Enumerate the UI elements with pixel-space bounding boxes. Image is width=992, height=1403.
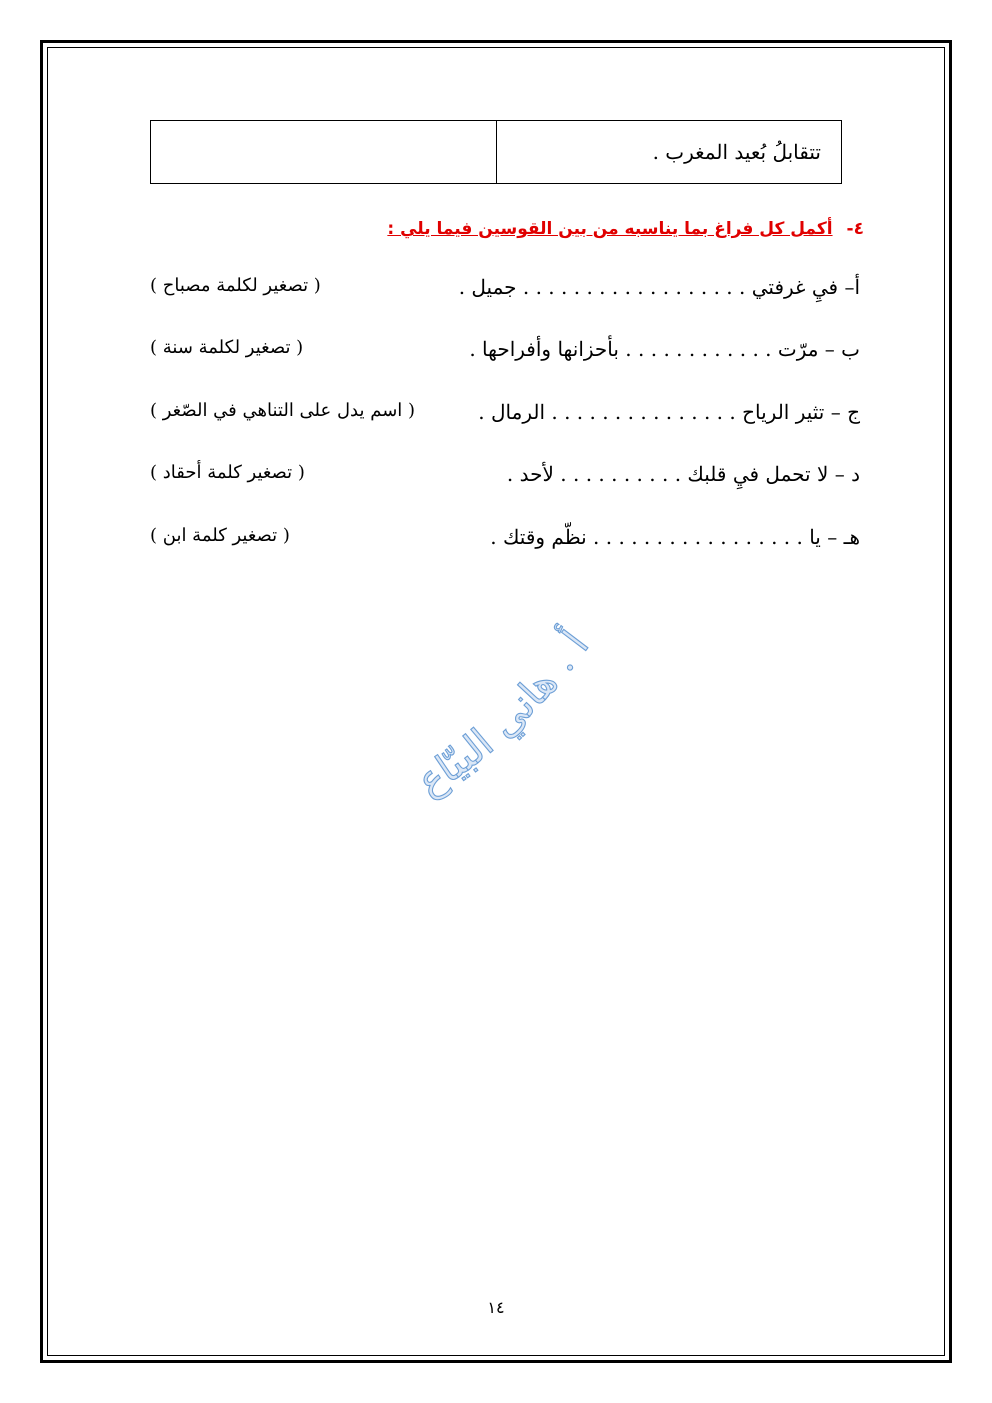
section-title: أكمل كل فراغ بما يناسبه من بين القوسين فيما يلي :: [387, 219, 833, 239]
question-sentence: أ– فيِ غرفتي . . . . . . . . . . . . . . . . . . جميل .: [458, 275, 860, 299]
question-row: [130, 525, 870, 565]
sentence-text: تتقابلُ بُعيد المغرب .: [652, 140, 821, 164]
question-row: [130, 462, 870, 502]
question-sentence: د – لا تحمل فيِ قلبك . . . . . . . . . . لأحد .: [506, 462, 860, 486]
question-hint: ( تصغير كلمة أحقاد ): [150, 462, 305, 483]
sentence-table: [150, 120, 842, 184]
section-number: ٤-: [846, 219, 864, 239]
watermark-text: أ . هاني البيّاع: [409, 623, 599, 805]
question-hint: ( تصغير لكلمة مصباح ): [150, 275, 321, 296]
question-row: [130, 337, 870, 377]
question-sentence: هـ – يا . . . . . . . . . . . . . . . . . نظّم وقتك .: [490, 525, 860, 549]
answer-cell[interactable]: [151, 121, 496, 183]
watermark: [360, 590, 660, 850]
question-row: [130, 400, 870, 440]
question-sentence: ب – مرّت . . . . . . . . . . . . بأحزانها وأفراحها .: [469, 337, 860, 361]
question-hint: ( تصغير كلمة ابن ): [150, 525, 290, 546]
section-heading: [387, 219, 864, 239]
page-number: ١٤: [487, 1298, 505, 1317]
question-hint: ( تصغير لكلمة سنة ): [150, 337, 304, 358]
sentence-cell: [496, 121, 841, 183]
question-row: [130, 275, 870, 315]
question-hint: ( اسم يدل على التناهي في الصّغر ): [150, 400, 416, 421]
question-sentence: ج – تثير الرياح . . . . . . . . . . . . . . . الرمال .: [478, 400, 860, 424]
